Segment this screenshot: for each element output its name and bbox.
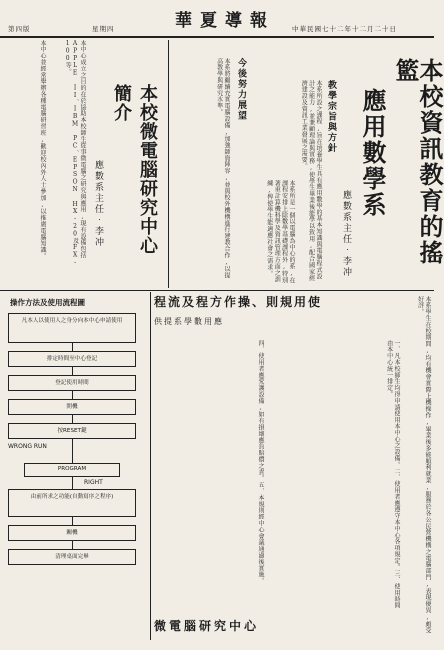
- byline: 應數系主任‧李冲: [93, 160, 103, 248]
- section-heading: 教學宗旨與方針: [326, 80, 336, 154]
- flow-connector: [72, 367, 73, 375]
- article-title: 本校微電腦研究中心: [137, 84, 158, 255]
- article-title: 程流及程方作操、則規用使: [154, 295, 323, 309]
- section-rule: [0, 290, 434, 291]
- flow-connector: [72, 391, 73, 399]
- flow-connector: [72, 517, 73, 525]
- article-paragraph: 本系所設之課程,旨在培養學生具有應用數學的基本知識與電腦程式設計之能力,並兼顧理論與實務,使學生畢業後能學以致用,配合國家經濟建設及資訊工業發展之需要。: [300, 80, 322, 282]
- flow-step: 凡本人以使用人之身分向本中心申請使用: [8, 313, 136, 343]
- flow-step: 關機: [8, 525, 136, 541]
- byline: 供提系學數用應: [154, 317, 224, 326]
- flow-connector: [72, 343, 73, 351]
- article-paragraph: 本系學生在校期間,均有機會實際上機操作,畢業後多能順利就業,服務於各公民營機構之電腦部門,表現優異,頗受好評。: [416, 296, 431, 634]
- byline: 應數系主任‧李冲: [341, 190, 351, 278]
- flow-step: 按RESET鍵: [8, 423, 136, 439]
- flow-step: 清理桌面完畢: [8, 549, 136, 565]
- weekday: 星期四: [92, 25, 115, 33]
- article-paragraph: 本系所是一個以電腦為中心的系,在課程安排上除數學基礎課程外,特別著重計算機科學及資訊管理方面之訓練,俾使學生能適應社會之需求。: [265, 180, 295, 284]
- article-paragraph: 四、使用者應愛護設備,如有損壞應負賠償之責。五、本規則經中心會議通過後實施。: [257, 340, 264, 585]
- flow-connector: [72, 541, 73, 549]
- flow-step: 開機: [8, 399, 136, 415]
- flowchart-heading: 操作方法及使用流程圖: [10, 298, 85, 307]
- issue-date: 中華民國七十二年十二月二十日: [292, 25, 397, 33]
- article-paragraph: 本中心成立之目的在於協助本校師生從事微電腦之研究與應用,現有設備包括APPLE II、IBM PC、EPSON HX-20及FX-100等。: [64, 40, 86, 267]
- flow-step: PROGRAM: [24, 463, 120, 477]
- flow-connector: [72, 415, 73, 423]
- masthead: 華夏導報: [175, 11, 275, 31]
- article-title: 微電腦研究中心: [154, 619, 260, 633]
- wrong-run-label: WRONG RUN: [8, 443, 47, 450]
- page-number: 第四版: [8, 25, 31, 33]
- article-title: 應用數學系: [358, 88, 387, 218]
- article-title: 簡介: [111, 84, 132, 122]
- article-title: 本校資訊教育的搖籃: [391, 58, 444, 266]
- page-header: [0, 0, 434, 38]
- article-paragraph: 一、凡本校師生均得申請使用本中心之設備。二、使用者應遵守本中心各項規定。三、使用時間由本中心統一排定。: [385, 340, 400, 609]
- flow-step: 由前所求之功能(自動寫序之程序): [8, 489, 136, 517]
- article-paragraph: 本系將繼續充實電腦設備,加強師資陣容,並與校外機構進行建教合作,以提高教學與研究水準。: [215, 58, 230, 279]
- flow-connector: [72, 439, 73, 463]
- column-rule: [168, 40, 169, 288]
- flow-step: 登記使用時間: [8, 375, 136, 391]
- flow-step: 排定時間至中心登記: [8, 351, 136, 367]
- operation-flowchart: [0, 295, 150, 650]
- flow-connector: [72, 477, 73, 489]
- article-paragraph: 本中心並經常舉辦各種電腦研習班,歡迎校內外人士參加,以推廣電腦知識。: [39, 40, 46, 260]
- column-rule: [150, 292, 151, 640]
- right-label: RIGHT: [84, 479, 103, 486]
- section-heading: 今後努力展望: [236, 58, 246, 121]
